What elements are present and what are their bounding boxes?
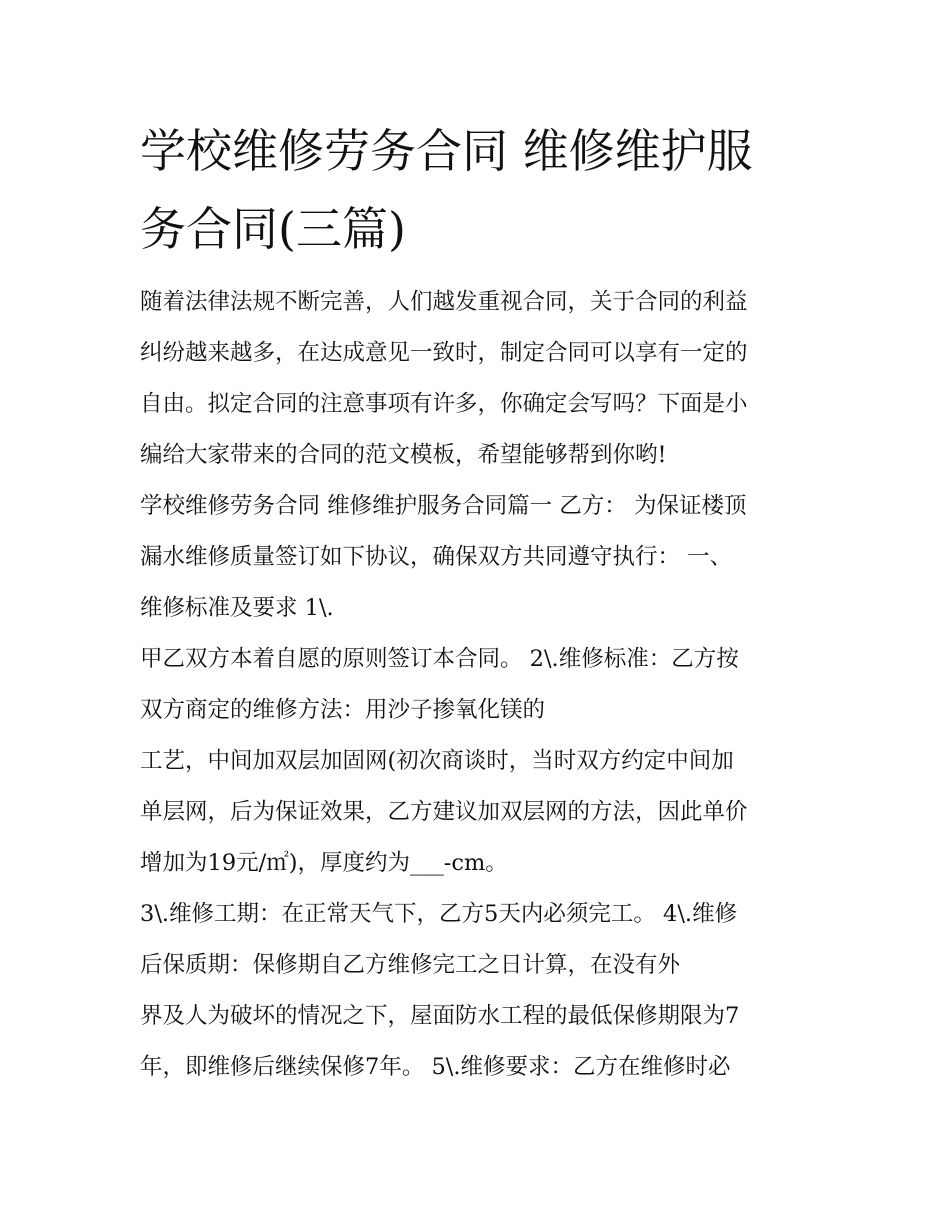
document-title: [140, 112, 820, 268]
body-line: 学校维修劳务合同 维修维护服务合同篇一 乙方： 为保证楼顶: [140, 493, 747, 519]
body-line: 纠纷越来越多，在达成意见一致时，制定合同可以享有一定的: [140, 340, 748, 366]
body-line: 漏水维修质量签订如下协议，确保双方共同遵守执行： 一、: [140, 544, 733, 570]
body-line: 维修标准及要求 1\.: [140, 595, 334, 621]
body-line: 自由。拟定合同的注意事项有许多，你确定会写吗？下面是小: [140, 391, 748, 417]
title-line: 务合同(三篇): [140, 202, 406, 256]
body-line: 双方商定的维修方法：用沙子掺氧化镁的: [140, 697, 546, 723]
body-line: 单层网，后为保证效果，乙方建议加双层网的方法，因此单价: [140, 799, 748, 825]
body-line: 后保质期：保修期自乙方维修完工之日计算，在没有外: [140, 952, 681, 978]
body-line: 随着法律法规不断完善，人们越发重视合同，关于合同的利益: [140, 289, 748, 315]
body-line: 编给大家带来的合同的范文模板，希望能够帮到你哟!: [140, 442, 667, 468]
body-line: 界及人为破坏的情况之下，屋面防水工程的最低保修期限为7: [140, 1003, 740, 1029]
body-line: 甲乙双方本着自愿的原则签订本合同。 2\.维修标准：乙方按: [140, 646, 739, 672]
body-line: 增加为19元/㎡)，厚度约为___-cm。: [140, 850, 508, 876]
body-line: 工艺，中间加双层加固网(初次商谈时，当时双方约定中间加: [140, 748, 734, 774]
body-line: 年，即维修后继续保修7年。 5\.维修要求：乙方在维修时必: [140, 1054, 731, 1080]
title-line: 学校维修劳务合同 维修维护服: [140, 124, 753, 178]
document-body: [140, 277, 830, 1093]
body-line: 3\.维修工期：在正常天气下，乙方5天内必须完工。 4\.维修: [140, 901, 738, 927]
